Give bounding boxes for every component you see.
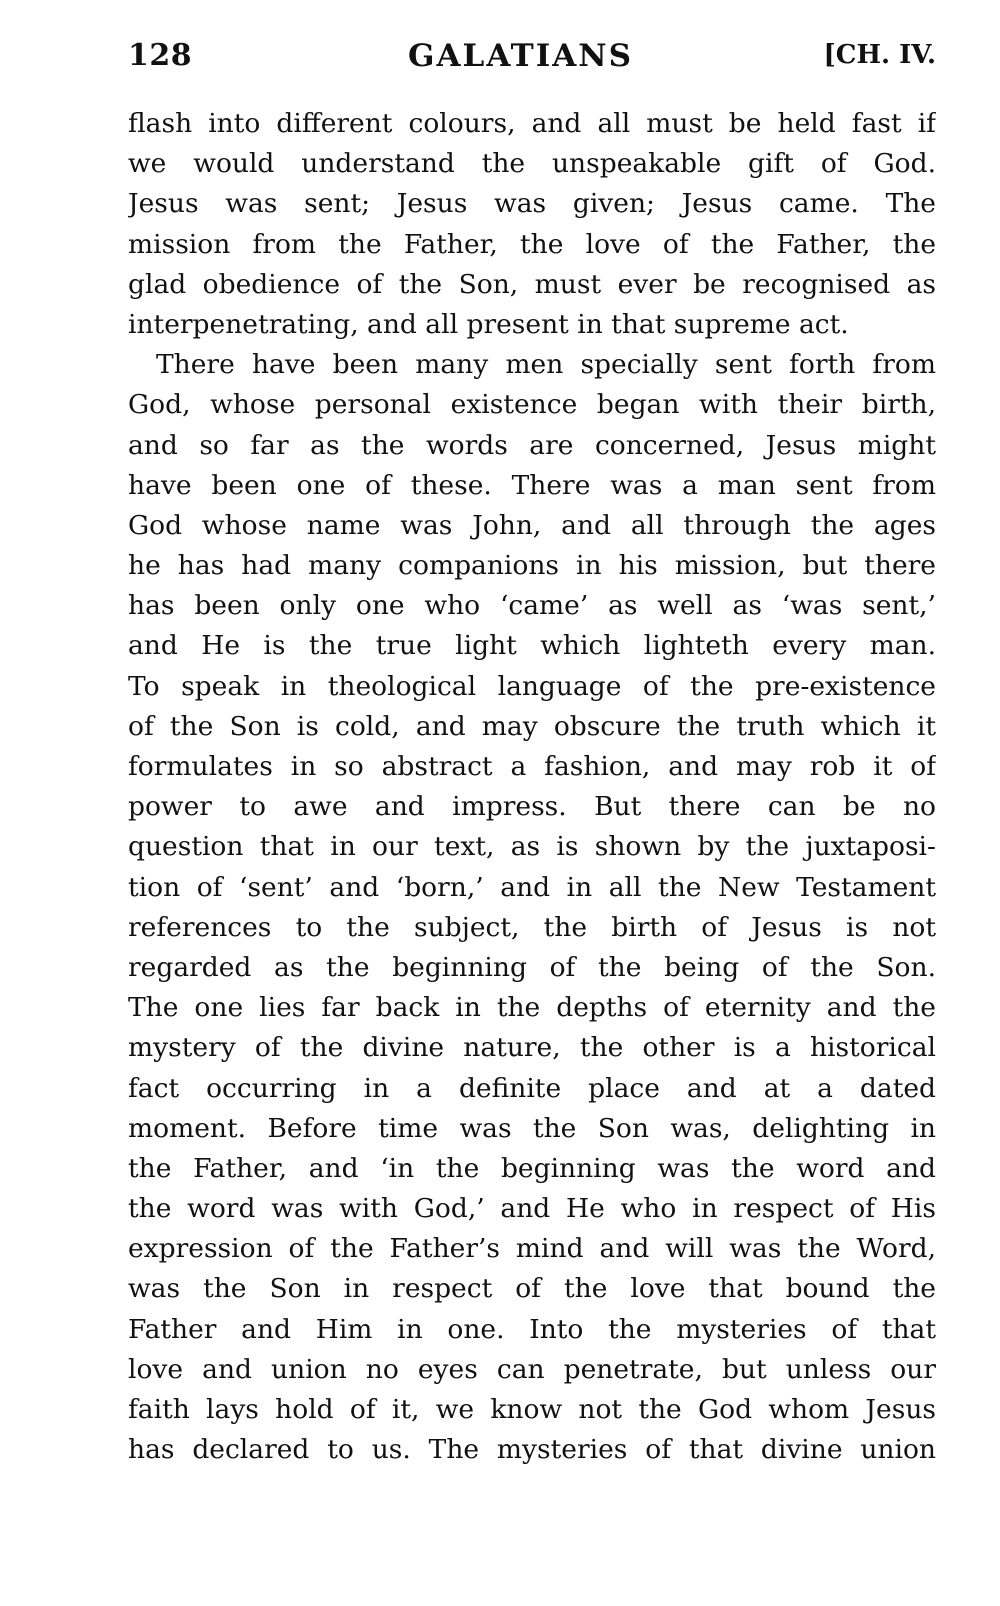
text-line: power to awe and impress. But there can be no [128, 791, 936, 823]
text-line: regarded as the beginning of the being of the Son. [128, 951, 936, 983]
text-line: Jesus was sent; Jesus was given; Jesus came. The [128, 188, 936, 220]
text-line: The one lies far back in the depths of eternity and the [128, 992, 936, 1024]
page-header [128, 38, 936, 88]
page-number: 128 [128, 38, 193, 73]
text-line: Father and Him in one. Into the mysteries of that [128, 1313, 936, 1345]
text-line: and so far as the words are concerned, Jesus might [128, 429, 936, 461]
text-line: God whose name was John, and all through the ages [128, 509, 936, 541]
text-line: has declared to us. The mysteries of that divine union [128, 1434, 936, 1466]
text-line: have been one of these. There was a man sent from [128, 469, 936, 501]
text-line: To speak in theological language of the pre-existence [128, 670, 936, 702]
text-line: moment. Before time was the Son was, delighting in [128, 1112, 936, 1144]
chapter-reference: [CH. IV. [823, 40, 936, 70]
text-line: God, whose personal existence began with their birth, [128, 389, 936, 421]
text-line: was the Son in respect of the love that bound the [128, 1273, 936, 1305]
text-line: fact occurring in a definite place and at a dated [128, 1072, 936, 1104]
text-line: has been only one who ‘came’ as well as ‘was sent,’ [128, 590, 936, 622]
text-line: love and union no eyes can penetrate, but unless our [128, 1353, 936, 1385]
text-line: of the Son is cold, and may obscure the truth which it [128, 710, 936, 742]
text-line: tion of ‘sent’ and ‘born,’ and in all the New Testament [128, 871, 936, 903]
text-line: mystery of the divine nature, the other is a historical [128, 1032, 936, 1064]
text-line: interpenetrating, and all present in that supreme act. [128, 308, 849, 340]
text-line: question that in our text, as is shown by the juxtaposi- [128, 831, 936, 863]
text-line: formulates in so abstract a fashion, and may rob it of [128, 751, 936, 782]
running-title: GALATIANS [408, 38, 634, 74]
text-line: we would understand the unspeakable gift of God. [128, 148, 936, 180]
text-line: glad obedience of the Son, must ever be recognised as [128, 268, 936, 300]
text-line: the word was with God,’ and He who in respect of His [128, 1193, 936, 1225]
text-line: references to the subject, the birth of Jesus is not [128, 911, 936, 943]
text-line: mission from the Father, the love of the Father, the [128, 228, 936, 260]
text-line: he has had many companions in his mission, but there [128, 550, 936, 582]
text-line: There have been many men specially sent forth from [156, 349, 936, 381]
text-line: and He is the true light which lighteth every man. [128, 630, 936, 662]
text-line: flash into different colours, and all must be held fast if [128, 108, 936, 139]
text-line: faith lays hold of it, we know not the God whom Jesus [128, 1394, 936, 1425]
text-line: expression of the Father’s mind and will was the Word, [128, 1233, 936, 1265]
text-line: the Father, and ‘in the beginning was the word and [128, 1152, 936, 1184]
body-text [128, 104, 936, 1470]
